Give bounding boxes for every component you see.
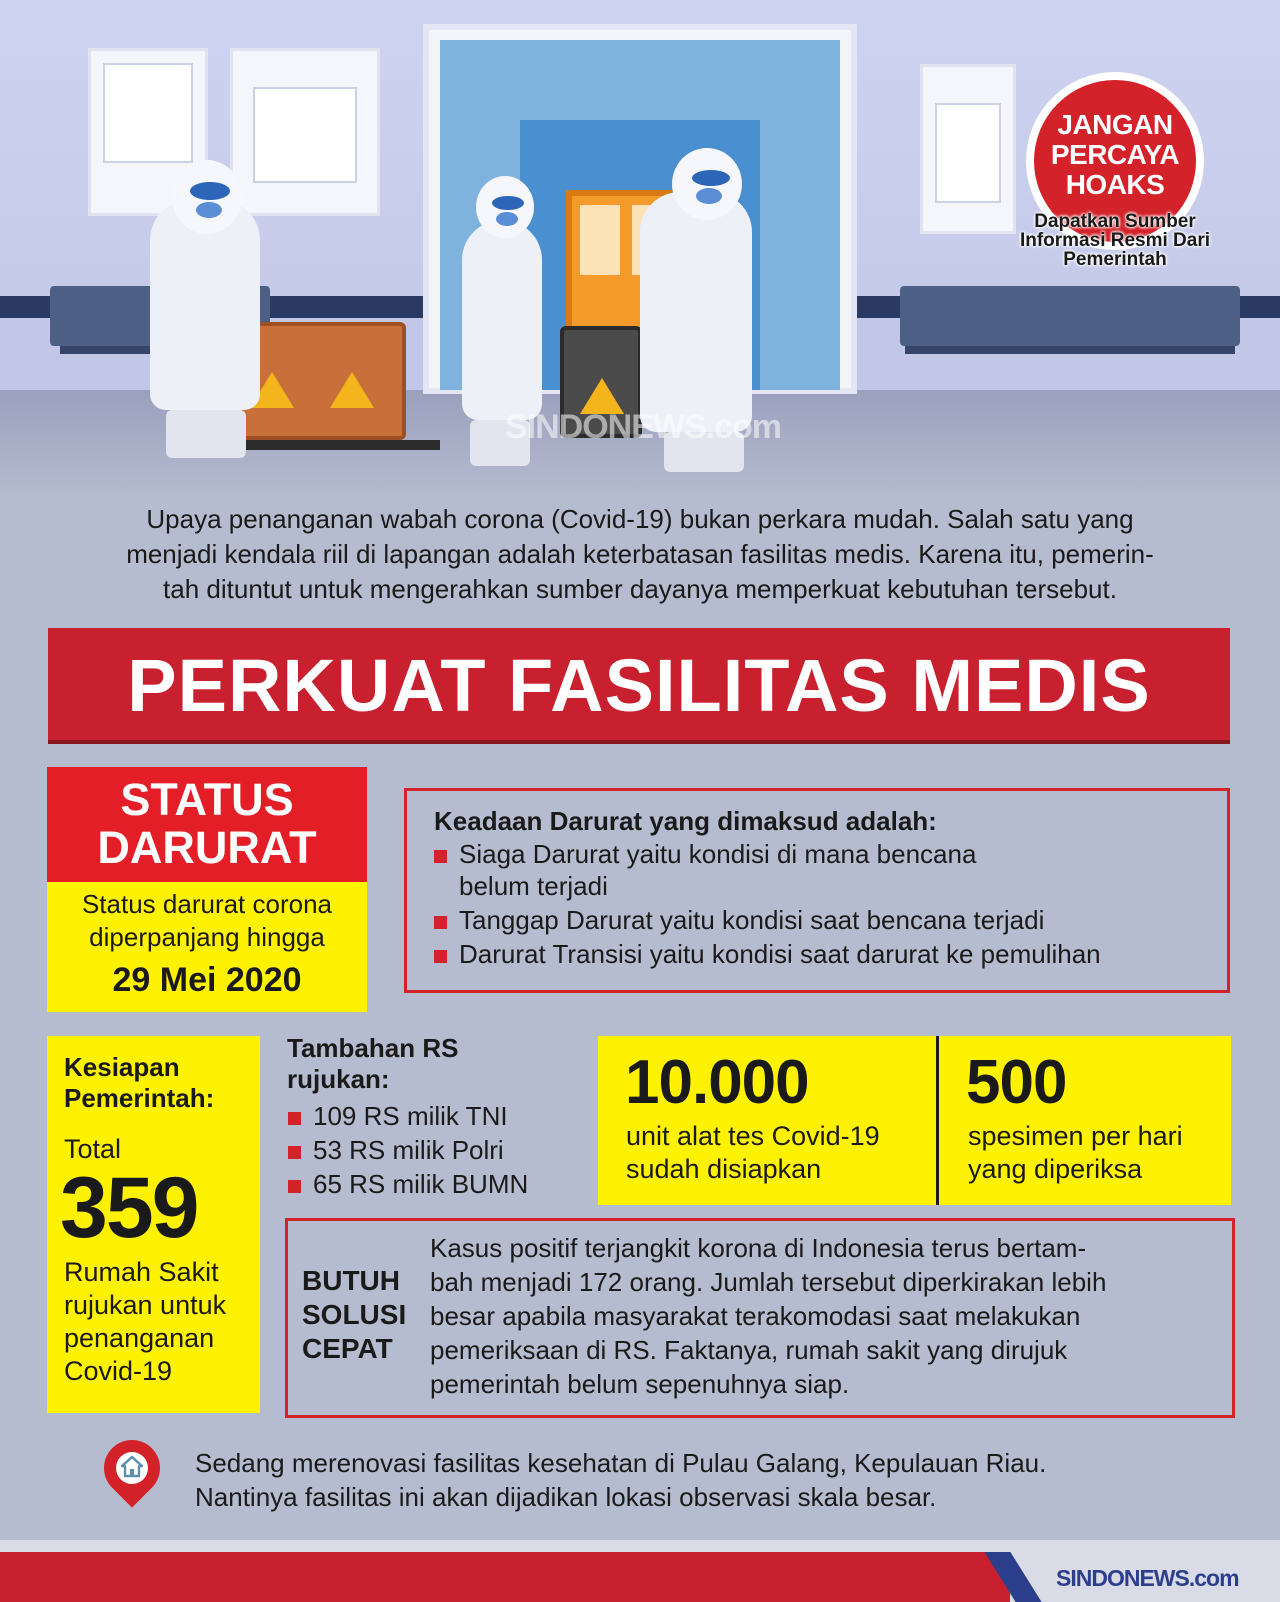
solusi-label: BUTUH SOLUSI CEPAT [302, 1265, 407, 1364]
status-description: Status darurat corona diperpanjang hingga [81, 889, 333, 952]
page-title: PERKUAT FASILITAS MEDIS [127, 644, 1151, 727]
rs-rujukan-heading: Tambahan RS rujukan: [287, 1033, 459, 1094]
stat-description: spesimen per hari yang diperiksa [968, 1121, 1183, 1184]
bullet-icon [434, 850, 447, 863]
bullet-icon [434, 950, 447, 963]
waiting-bench [900, 286, 1240, 346]
wall-poster [230, 48, 380, 216]
hoaks-badge-text: JANGAN PERCAYA HOAKS [1050, 109, 1180, 200]
kesiapan-description: Rumah Sakit rujukan untuk penanganan Covid-19 [64, 1257, 227, 1386]
list-item: Siaga Darurat yaitu kondisi di mana bencana belum terjadi [459, 839, 977, 901]
stats-divider [936, 1036, 939, 1205]
list-item: Tanggap Darurat yaitu kondisi saat bencana terjadi [459, 905, 1045, 935]
door-window [580, 205, 620, 275]
bullet-icon [434, 916, 447, 929]
bullet-icon [288, 1112, 301, 1125]
list-item: 65 RS milik BUMN [313, 1169, 529, 1199]
stat-description: unit alat tes Covid-19 sudah disiapkan [626, 1121, 880, 1184]
status-date: 29 Mei 2020 [112, 961, 302, 999]
keadaan-heading: Keadaan Darurat yang dimaksud adalah: [434, 806, 937, 836]
wall-poster [920, 64, 1016, 234]
sindonews-logo: SINDONEWS.com [1056, 1565, 1239, 1591]
renovasi-text: Sedang merenovasi fasilitas kesehatan di Pulau Galang, Kepulauan Riau. Nantinya fasilitas ini akan dijadikan lokasi observasi skala besar. [195, 1448, 1047, 1512]
footer-red-stripe [0, 1552, 1010, 1602]
list-item: Darurat Transisi yaitu kondisi saat darurat ke pemulihan [459, 939, 1101, 969]
hoaks-subtitle: Dapatkan Sumber Informasi Resmi Dari Pemerintah [1019, 211, 1211, 270]
kesiapan-heading: Kesiapan Pemerintah: [64, 1052, 215, 1113]
status-title: STATUS DARURAT [97, 774, 317, 873]
intro-paragraph: Upaya penanganan wabah corona (Covid-19) bukan perkara mudah. Salah satu yang menjadi kendala riil di lapangan adalah keterbatasan fasilitas medis. Karena itu, pemerin- tah dituntut untuk mengerahkan sumber dayanya memperkuat kebutuhan tersebut. [126, 504, 1154, 604]
kesiapan-total-value: 359 [60, 1160, 198, 1256]
hazmat-worker [462, 220, 542, 420]
list-item: 53 RS milik Polri [313, 1135, 504, 1165]
solusi-text: Kasus positif terjangkit korona di Indonesia terus bertam- bah menjadi 172 orang. Jumlah tersebut diperkirakan lebih besar apabila masyarakat terakomodasi saat melakukan pemeriksaan di RS. Faktanya, rumah sakit yang dirujuk pemerintah belum sepenuhnya siap. [430, 1233, 1107, 1399]
kesiapan-total-label: Total [64, 1134, 122, 1164]
stat-value: 500 [966, 1048, 1067, 1117]
hazmat-worker [640, 192, 752, 432]
hazard-warning-icon [330, 372, 374, 408]
stat-value: 10.000 [625, 1048, 809, 1117]
bullet-icon [288, 1180, 301, 1193]
sindonews-watermark: SINDONEWS.com [504, 408, 782, 446]
list-item: 109 RS milik TNI [313, 1101, 508, 1131]
bullet-icon [288, 1146, 301, 1159]
house-icon [119, 1454, 145, 1480]
